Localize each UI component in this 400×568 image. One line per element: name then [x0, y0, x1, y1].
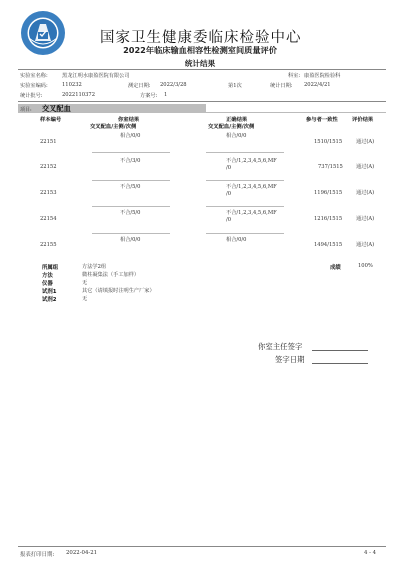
- your-result: 相合/0/0: [120, 237, 141, 243]
- sample-no: 22152: [40, 164, 57, 170]
- col-sample-no: 样本编号: [40, 117, 62, 123]
- agreement: 1196/1515: [314, 190, 343, 196]
- info-divider: [18, 101, 386, 102]
- project-label: 项目:: [20, 107, 32, 113]
- your-result: 不合/3/0: [120, 158, 141, 164]
- col-evaluation: 评价结果: [352, 117, 374, 123]
- print-date: 2022-04-21: [66, 550, 98, 556]
- agreement: 1494/1515: [314, 242, 343, 248]
- correct-result: 不合/1,2,3,4,5,6,MF: [226, 184, 277, 190]
- stat-date: 2022/4/21: [304, 82, 331, 88]
- reagent2-value: 无: [82, 296, 88, 302]
- instrument-value: 无: [82, 280, 88, 286]
- lab-code-label: 实验室编码:: [20, 83, 48, 89]
- evaluation: 通过(A): [356, 190, 375, 196]
- col-correct-result-sub: 交叉配血/主侧/次侧: [208, 124, 255, 130]
- stat-no: 2022110372: [62, 92, 96, 98]
- evaluation: 通过(A): [356, 139, 375, 145]
- test-date-label: 测定日期:: [128, 83, 151, 89]
- correct-result-cont: /0: [226, 164, 232, 171]
- page-number: 4 - 4: [364, 550, 377, 556]
- your-result: 相合/0/0: [120, 133, 141, 139]
- department: 康盈医院检验科: [304, 73, 341, 79]
- evaluation: 通过(A): [356, 242, 375, 248]
- correct-result: 不合/1,2,3,4,5,6,MF: [226, 210, 277, 216]
- your-result: 不合/5/0: [120, 210, 141, 216]
- round: 第1次: [228, 83, 242, 89]
- org-name: 国家卫生健康委临床检验中心: [100, 30, 302, 46]
- correct-result-divider: [206, 152, 284, 153]
- your-result-divider: [92, 152, 170, 153]
- lab-code: 110232: [62, 82, 82, 88]
- signature-date-label: 签字日期: [275, 355, 305, 364]
- agreement: 1216/1515: [314, 216, 343, 222]
- sample-no: 22151: [40, 139, 57, 145]
- correct-result-cont: /0: [226, 216, 232, 223]
- your-result-divider: [92, 206, 170, 207]
- evaluation: 通过(A): [356, 164, 375, 170]
- director-signature-line: [312, 350, 368, 351]
- your-result-divider: [92, 233, 170, 234]
- director-signature-label: 你室主任签字: [258, 342, 303, 351]
- correct-result-cont: /0: [226, 190, 232, 197]
- test-date: 2022/3/28: [160, 82, 187, 88]
- agreement: 1510/1515: [314, 139, 343, 145]
- reagent1-value: 其它（请填报时注明生产厂家）: [82, 288, 155, 294]
- method-value: 微柱凝集法（手工加样）: [82, 272, 140, 278]
- section-line: [206, 112, 386, 113]
- correct-result-divider: [206, 206, 284, 207]
- your-result-divider: [92, 180, 170, 181]
- col-your-result: 你室结果: [118, 117, 140, 123]
- score-label: 成绩: [330, 265, 341, 271]
- group-value: 方法学2组: [82, 264, 107, 270]
- col-agreement: 参与者一致性: [306, 117, 338, 123]
- instrument-label: 仪器: [42, 281, 53, 287]
- reagent1-label: 试剂1: [42, 289, 57, 295]
- stat-date-label: 统计日期:: [270, 83, 293, 89]
- lab-name: 黑龙江明水康盈医院有限公司: [62, 73, 130, 79]
- col-your-result-sub: 交叉配血/主侧/次侧: [90, 124, 137, 130]
- your-result: 不合/5/0: [120, 184, 141, 190]
- correct-result: 相合/0/0: [226, 237, 247, 243]
- correct-result: 不合/1,2,3,4,5,6,MF: [226, 158, 277, 164]
- sample-no: 22153: [40, 190, 57, 196]
- print-date-label: 报表打印日期:: [20, 552, 55, 558]
- report-subtitle: 统计结果: [184, 59, 216, 68]
- method-label: 方法: [42, 273, 53, 279]
- agreement: 737/1515: [318, 164, 343, 170]
- correct-result-divider: [206, 180, 284, 181]
- project-name: 交叉配血: [42, 103, 71, 113]
- score-value: 100%: [358, 263, 373, 269]
- lab-name-label: 实验室名称:: [20, 73, 48, 79]
- footer-divider: [18, 546, 386, 547]
- report-title: 2022年临床输血相容性检测室间质量评价: [123, 45, 277, 55]
- signature-date-line: [312, 363, 368, 364]
- group-label: 所属组: [42, 265, 59, 271]
- correct-result-divider: [206, 233, 284, 234]
- reagent2-label: 试剂2: [42, 297, 57, 303]
- department-label: 科室:: [288, 73, 301, 79]
- col-correct-result: 正确结果: [226, 117, 248, 123]
- stat-no-label: 统计批号:: [20, 93, 43, 99]
- evaluation: 通过(A): [356, 216, 375, 222]
- plan-no: 1: [164, 92, 168, 98]
- plan-no-label: 方案号:: [140, 93, 158, 99]
- sample-no: 22154: [40, 216, 57, 222]
- header-divider: [18, 69, 386, 70]
- sample-no: 22155: [40, 242, 57, 248]
- correct-result: 相合/0/0: [226, 133, 247, 139]
